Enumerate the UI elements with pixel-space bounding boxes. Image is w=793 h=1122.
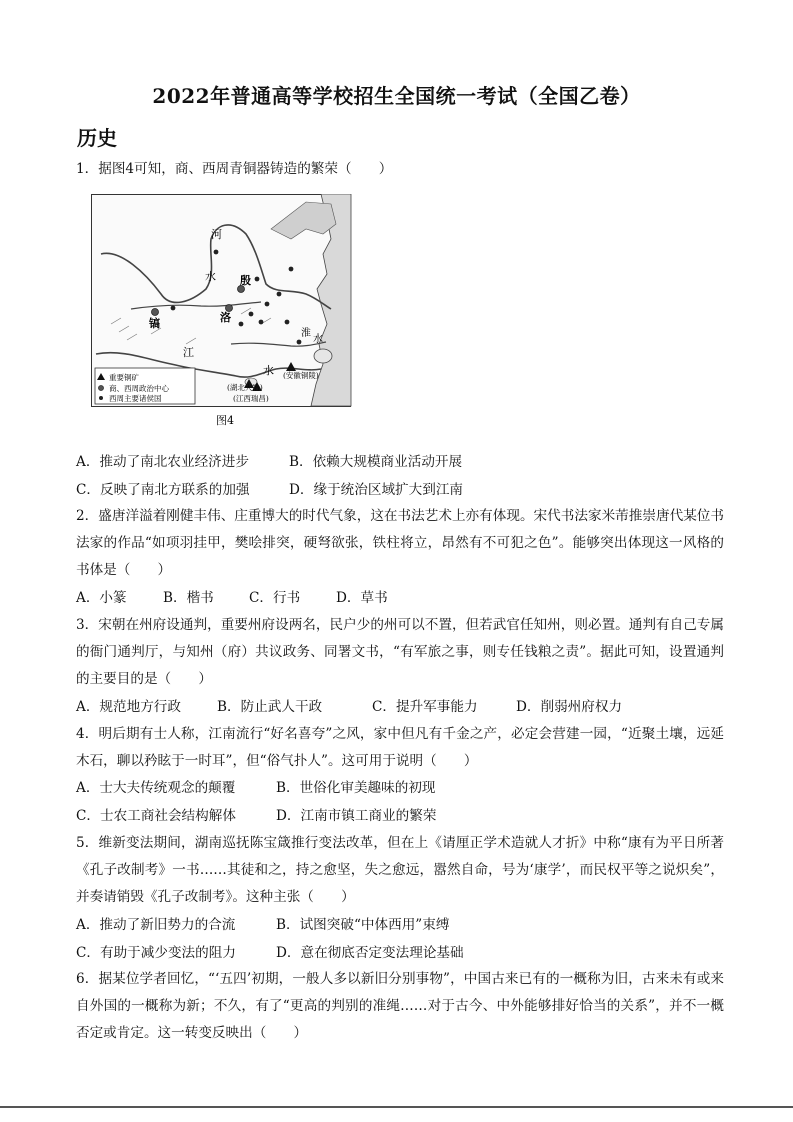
exam-title: 2022年普通高等学校招生全国统一考试（全国乙卷） bbox=[152, 84, 641, 108]
q2-option-d: D．草书 bbox=[336, 590, 388, 606]
label-jiangxi: (江西瑞昌) bbox=[233, 394, 269, 403]
label-he: 河 bbox=[211, 228, 222, 241]
q5-option-a: A．推动了新旧势力的合流 bbox=[76, 917, 236, 933]
q3-option-a: A．规范地方行政 bbox=[76, 699, 181, 715]
center-gao bbox=[152, 309, 159, 316]
question-1-stem: 1．据图4可知，商、西周青铜器铸造的繁荣（ ） bbox=[76, 161, 393, 177]
q2-option-b: B．楷书 bbox=[163, 590, 214, 606]
q3-option-b: B．防止武人干政 bbox=[217, 699, 323, 715]
vassal-dot bbox=[277, 292, 282, 297]
question-2-stem: 2．盛唐洋溢着刚健丰伟、庄重博大的时代气象，这在书法艺术上亦有体现。宋代书法家米芾推崇唐代某位书法家的作品“如项羽挂甲，樊哙排突，硬弩欲张，铁柱将立，昂然有不可犯之色”。能够突出体现这一风格的书体是（ ） bbox=[76, 508, 724, 579]
vassal-dot bbox=[259, 320, 264, 325]
label-jiang: 江 bbox=[183, 346, 194, 359]
q2-option-c: C．行书 bbox=[249, 590, 301, 606]
question-4-stem: 4．明后期有士人称，江南流行“好名喜夸”之风，家中但凡有千金之产，必定会营建一园，“近聚土壤，远延木石，聊以矜眩于一时耳”，但“俗气扑人”。这可用于说明（ ） bbox=[76, 726, 724, 770]
vassal-dot bbox=[239, 322, 244, 327]
label-anhui: (安徽铜陵) bbox=[283, 371, 319, 380]
q4-option-b: B．世俗化审美趣味的初现 bbox=[276, 780, 436, 796]
vassal-dot bbox=[214, 250, 219, 255]
question-6-stem: 6．据某位学者回忆，“‘五四’初期，一般人多以新旧分别事物”，中国古来已有的一概称为旧，古来未有或来自外国的一概称为新；不久，有了“更高的判别的准绳……对于古今、中外能够排好恰当的关系”，并不一概否定或肯定。这一转变反映出（ ） bbox=[76, 971, 724, 1042]
label-hubei: (湖北大冶) bbox=[227, 383, 263, 392]
legend-item-vassal: 西周主要诸侯国 bbox=[109, 394, 162, 403]
lake bbox=[314, 349, 332, 363]
label-yin: 殷 bbox=[240, 274, 251, 287]
vassal-dot bbox=[285, 320, 290, 325]
q4-option-a: A．士大夫传统观念的颠覆 bbox=[76, 780, 236, 796]
q1-option-b: B．依赖大规模商业活动开展 bbox=[289, 454, 463, 470]
q3-option-d: D．削弱州府权力 bbox=[516, 699, 623, 715]
label-luo: 洛 bbox=[220, 311, 231, 324]
legend-item-mine: 重要铜矿 bbox=[109, 373, 139, 382]
label-shui1: 水 bbox=[205, 270, 216, 283]
label-gao: 镐 bbox=[149, 317, 160, 330]
vassal-dot bbox=[171, 306, 176, 311]
figure-4-map bbox=[91, 194, 354, 426]
label-huai: 淮 bbox=[301, 328, 311, 339]
subject-heading: 历史 bbox=[77, 126, 117, 150]
legend-item-center: 商、西周政治中心 bbox=[109, 384, 169, 393]
legend-center-symbol bbox=[98, 385, 103, 390]
q3-option-c: C．提升军事能力 bbox=[372, 699, 478, 715]
question-5-stem: 5．维新变法期间，湖南巡抚陈宝箴推行变法改革，但在上《请厘正学术造就人才折》中称“康有为平日所著《孔子改制考》一书……其徒和之，持之愈坚，失之愈远，嚣然自命，号为‘康学’，而民权平等之说炽矣”，并奏请销毁《孔子改制考》。这种主张（ ） bbox=[76, 835, 724, 906]
map-svg bbox=[91, 194, 354, 426]
question-3-stem: 3．宋朝在州府设通判，重要州府设两名，民户少的州可以不置，但若武官任知州，则必置。通判有自己专属的衙门通判厅，与知州（府）共议政务、同署文书，“有军旅之事，则专任钱粮之责”。据此可知，设置通判的主要目的是（ ） bbox=[76, 617, 724, 688]
q2-option-a: A．小篆 bbox=[76, 590, 127, 606]
q5-option-d: D．意在彻底否定变法理论基础 bbox=[276, 945, 464, 961]
page-bottom-divider bbox=[0, 1106, 793, 1108]
vassal-dot bbox=[255, 277, 260, 282]
label-shui3: 水 bbox=[263, 364, 274, 377]
q4-option-c: C．士农工商社会结构解体 bbox=[76, 808, 236, 824]
vassal-dot bbox=[297, 340, 302, 345]
vassal-dot bbox=[265, 302, 270, 307]
legend-vassal-symbol bbox=[99, 396, 103, 400]
q1-option-d: D．缘于统治区域扩大到江南 bbox=[289, 482, 464, 498]
q4-option-d: D．江南市镇工商业的繁荣 bbox=[276, 808, 437, 824]
q1-option-a: A．推动了南北农业经济进步 bbox=[76, 454, 249, 470]
q5-option-c: C．有助于减少变法的阻力 bbox=[76, 945, 236, 961]
q1-option-c: C．反映了南北方联系的加强 bbox=[76, 482, 250, 498]
q5-option-b: B．试图突破“中体西用”束缚 bbox=[276, 917, 450, 933]
vassal-dot bbox=[289, 267, 294, 272]
figure-caption: 图4 bbox=[216, 414, 234, 426]
vassal-dot bbox=[249, 312, 254, 317]
label-shui2: 水 bbox=[313, 334, 323, 345]
